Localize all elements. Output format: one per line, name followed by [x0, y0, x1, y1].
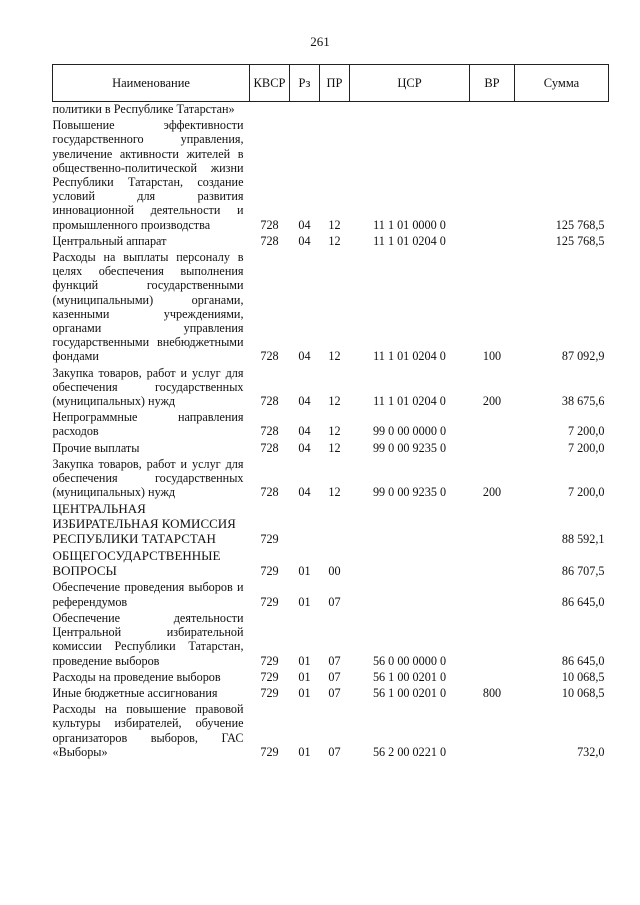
table-header	[53, 65, 609, 102]
cell-pr: 00	[328, 564, 341, 579]
table-row	[53, 670, 609, 686]
cell-rz: 04	[298, 424, 311, 439]
cell-rz: 01	[298, 594, 311, 609]
table-row	[53, 686, 609, 702]
cell-csr: 11 1 01 0204 0	[373, 394, 446, 409]
cell-csr: 99 0 00 0000 0	[372, 424, 447, 439]
cell-pr: 07	[328, 594, 341, 609]
cell-rz	[290, 102, 320, 119]
cell-name: Закупка товаров, работ и услуг для обеспечения государственных (муниципальных) нужд	[52, 456, 244, 500]
page-number: 261	[310, 34, 330, 49]
cell-rz: 04	[298, 440, 311, 455]
cell-kvsr: 729	[260, 653, 279, 668]
cell-vr	[470, 611, 515, 670]
cell-sum: 125 768,5	[555, 217, 605, 232]
cell-rz: 04	[298, 485, 311, 500]
cell-name: Закупка товаров, работ и услуг для обеспечения государственных (муниципальных) нужд	[52, 365, 244, 409]
cell-vr	[470, 670, 515, 686]
table-row	[53, 410, 609, 440]
cell-pr: 12	[328, 394, 341, 409]
cell-csr: 11 1 01 0204 0	[373, 233, 446, 248]
cell-pr	[320, 102, 350, 119]
cell-vr	[470, 702, 515, 761]
cell-csr: 56 1 00 0201 0	[372, 685, 447, 700]
cell-name: Обеспечение проведения выборов и референдумов	[52, 580, 244, 609]
cell-csr	[350, 580, 470, 610]
header-kvsr: КВСР	[250, 65, 290, 102]
cell-sum: 7 200,0	[567, 424, 605, 439]
cell-name: Расходы на проведение выборов	[52, 669, 221, 684]
cell-rz: 04	[298, 349, 311, 364]
cell-kvsr: 729	[260, 594, 279, 609]
cell-sum: 7 200,0	[567, 440, 605, 455]
cell-pr: 12	[328, 233, 341, 248]
cell-sum: 86 645,0	[561, 594, 605, 609]
cell-pr: 12	[328, 440, 341, 455]
table-row	[53, 457, 609, 502]
table-body	[53, 102, 609, 761]
table-row	[53, 702, 609, 761]
cell-vr	[470, 234, 515, 250]
cell-vr	[470, 441, 515, 457]
table-row	[53, 548, 609, 580]
cell-csr	[350, 501, 470, 548]
cell-csr: 56 0 00 0000 0	[372, 653, 447, 668]
cell-sum: 10 068,5	[561, 669, 605, 684]
cell-rz: 04	[298, 233, 311, 248]
cell-name: Иные бюджетные ассигнования	[52, 685, 218, 700]
cell-pr: 07	[328, 653, 341, 668]
cell-csr: 56 2 00 0221 0	[372, 744, 447, 759]
header-pr: ПР	[320, 65, 350, 102]
cell-csr: 99 0 00 9235 0	[372, 440, 447, 455]
cell-kvsr: 728	[260, 233, 279, 248]
cell-name: Центральный аппарат	[52, 233, 167, 248]
table-row	[53, 234, 609, 250]
header-csr: ЦСР	[350, 65, 470, 102]
cell-csr: 99 0 00 9235 0	[372, 485, 447, 500]
cell-rz: 01	[298, 564, 311, 579]
cell-sum: 86 707,5	[561, 564, 605, 579]
cell-kvsr: 728	[260, 394, 279, 409]
cell-sum: 88 592,1	[561, 532, 605, 547]
cell-kvsr: 729	[260, 532, 279, 547]
budget-table	[52, 64, 609, 761]
cell-vr	[470, 102, 515, 119]
cell-sum: 38 675,6	[561, 394, 605, 409]
table-row	[53, 250, 609, 366]
cell-rz: 04	[298, 394, 311, 409]
cell-sum: 732,0	[577, 744, 605, 759]
cell-vr: 800	[482, 685, 502, 700]
cell-pr: 12	[328, 349, 341, 364]
cell-csr	[350, 102, 470, 119]
cell-name: ЦЕНТРАЛЬНАЯ ИЗБИРАТЕЛЬНАЯ КОМИССИЯ РЕСПУБЛИКИ ТАТАРСТАН	[52, 501, 236, 547]
cell-rz: 01	[298, 653, 311, 668]
cell-sum: 87 092,9	[561, 349, 605, 364]
table-row	[53, 611, 609, 670]
table-row	[53, 366, 609, 411]
cell-rz: 01	[298, 744, 311, 759]
cell-name: политики в Республике Татарстан»	[52, 102, 235, 116]
cell-kvsr: 729	[260, 744, 279, 759]
cell-csr: 11 1 01 0204 0	[373, 349, 446, 364]
cell-rz: 04	[298, 217, 311, 232]
table-row	[53, 501, 609, 548]
cell-name: Повышение эффективности государственного управления, увеличение активности жителей в общественно-политической жизни Республики Татарстан, создание условий для развития инновационной деятельности и промышленного производства	[52, 118, 244, 232]
cell-name: Прочие выплаты	[52, 440, 140, 455]
cell-pr: 12	[328, 485, 341, 500]
header-rz: Рз	[290, 65, 320, 102]
cell-name: Обеспечение деятельности Центральной избирательной комиссии Республики Татарстан, проведение выборов	[52, 610, 244, 668]
cell-vr	[470, 580, 515, 610]
cell-kvsr: 728	[260, 217, 279, 232]
header-vr: ВР	[470, 65, 515, 102]
table-row	[53, 580, 609, 610]
table-row	[53, 102, 609, 119]
cell-csr: 56 1 00 0201 0	[372, 669, 447, 684]
cell-sum: 7 200,0	[567, 485, 605, 500]
cell-sum	[515, 102, 609, 119]
cell-pr: 07	[328, 685, 341, 700]
cell-name: ОБЩЕГОСУДАРСТВЕННЫЕ ВОПРОСЫ	[52, 548, 221, 579]
cell-csr	[350, 548, 470, 580]
cell-name: Расходы на выплаты персоналу в целях обеспечения выполнения функций государственными (муниципальными) органами, казенными учреждениями, органами управления государственными внебюджетными фондами	[52, 250, 244, 364]
cell-vr: 100	[482, 349, 502, 364]
cell-sum: 125 768,5	[555, 233, 605, 248]
cell-vr: 200	[482, 394, 502, 409]
cell-vr	[470, 118, 515, 234]
cell-pr: 07	[328, 744, 341, 759]
cell-kvsr: 729	[260, 685, 279, 700]
cell-kvsr: 729	[260, 669, 279, 684]
cell-kvsr: 728	[260, 485, 279, 500]
cell-kvsr: 728	[260, 349, 279, 364]
cell-kvsr	[250, 102, 290, 119]
cell-csr: 11 1 01 0000 0	[373, 217, 446, 232]
cell-rz: 01	[298, 685, 311, 700]
cell-vr: 200	[482, 485, 502, 500]
cell-kvsr: 729	[260, 564, 279, 579]
cell-vr	[470, 410, 515, 440]
cell-pr: 12	[328, 424, 341, 439]
cell-vr	[470, 548, 515, 580]
table-row	[53, 118, 609, 234]
cell-pr: 07	[328, 669, 341, 684]
cell-pr: 12	[328, 217, 341, 232]
cell-name: Непрограммные направления расходов	[52, 410, 244, 439]
cell-rz: 01	[298, 669, 311, 684]
cell-kvsr: 728	[260, 424, 279, 439]
cell-vr	[470, 501, 515, 548]
cell-sum: 86 645,0	[561, 653, 605, 668]
header-name: Наименование	[53, 65, 250, 102]
cell-rz	[290, 501, 320, 548]
cell-sum: 10 068,5	[561, 685, 605, 700]
cell-kvsr: 728	[260, 440, 279, 455]
cell-name: Расходы на повышение правовой культуры избирателей, обучение организаторов выборов, ГАС «Выборы»	[52, 702, 244, 759]
table-row	[53, 441, 609, 457]
cell-pr	[320, 501, 350, 548]
header-sum: Сумма	[515, 65, 609, 102]
